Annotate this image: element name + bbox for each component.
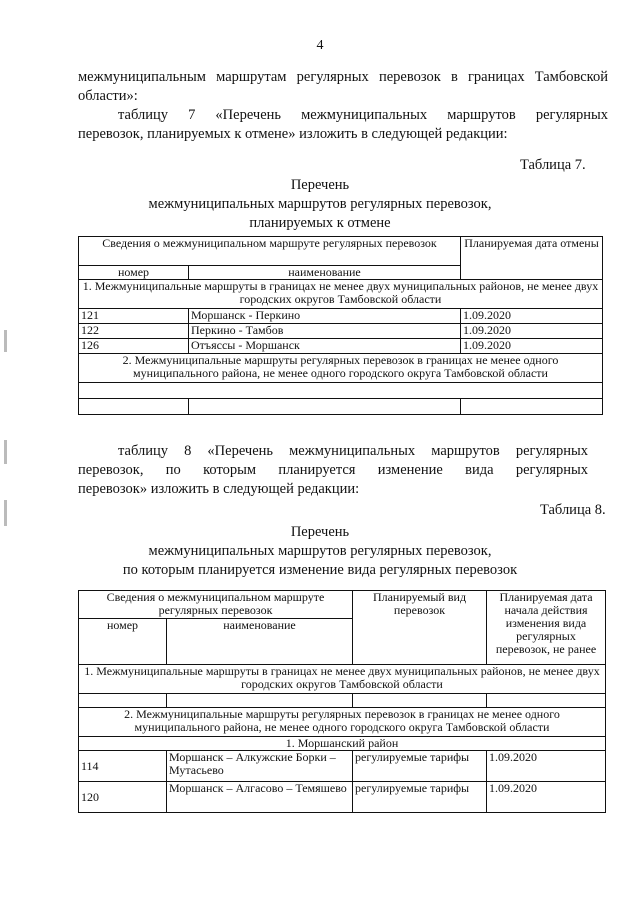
column-header-name: наименование	[189, 266, 461, 280]
paragraph-line: перевозок, планируемых к отмене» изложить в следующей редакции:	[78, 126, 508, 142]
route-number: 126	[79, 339, 189, 354]
table-header-info: Сведения о межмуниципальном маршруте регулярных перевозок	[79, 237, 461, 266]
table-title: Перечень	[290, 177, 350, 193]
route-date: 1.09.2020	[461, 309, 603, 324]
empty-cell	[79, 694, 167, 708]
paragraph-line: таблицу 8 «Перечень межмуниципальных маршрутов регулярных	[118, 443, 588, 459]
route-number: 122	[79, 324, 189, 339]
table-title: планируемых к отмене	[249, 215, 391, 231]
page-number: 4	[316, 38, 324, 53]
route-date: 1.09.2020	[487, 782, 606, 813]
empty-cell	[353, 694, 487, 708]
route-number: 114	[79, 751, 167, 782]
table-7	[78, 236, 603, 415]
column-header-number: номер	[79, 619, 167, 665]
route-name: Отъяссы - Моршанск	[189, 339, 461, 354]
route-date: 1.09.2020	[461, 324, 603, 339]
table-header-type: Планируемый вид перевозок	[353, 591, 487, 665]
empty-cell	[79, 399, 189, 415]
column-header-name: наименование	[167, 619, 353, 665]
paragraph-line: перевозок» изложить в следующей редакции:	[78, 481, 360, 497]
table-header-date: Планируемая дата отмены	[461, 237, 603, 280]
scan-margin-mark	[4, 440, 7, 464]
section-row: 2. Межмуниципальные маршруты регулярных перевозок в границах не менее одного муниципального района, не менее одного городского округа Тамбовской области	[79, 354, 603, 383]
section-row: 2. Межмуниципальные маршруты регулярных перевозок в границах не менее одного муниципального района, не менее одного городского округа Тамбовской области	[79, 708, 606, 737]
route-type: регулируемые тарифы	[353, 751, 487, 782]
empty-row	[79, 399, 603, 415]
route-name: Моршанск – Алкужские Борки – Мутасьево	[167, 751, 353, 782]
subsection-row: 1. Моршанский район	[79, 737, 606, 751]
table-row	[79, 751, 606, 782]
route-number: 121	[79, 309, 189, 324]
table-8	[78, 590, 606, 813]
scan-margin-mark	[4, 330, 7, 352]
column-header-number: номер	[79, 266, 189, 280]
route-number: 120	[79, 782, 167, 813]
empty-cell	[79, 383, 603, 399]
paragraph-line: таблицу 7 «Перечень межмуниципальных маршрутов регулярных	[118, 107, 608, 123]
table-row	[79, 324, 603, 339]
empty-cell	[461, 399, 603, 415]
table-row	[79, 309, 603, 324]
route-name: Моршанск - Перкино	[189, 309, 461, 324]
empty-cell	[189, 399, 461, 415]
section-row: 1. Межмуниципальные маршруты в границах не менее двух муниципальных районов, не менее двух городских округов Тамбовской области	[79, 280, 603, 309]
table-row	[79, 782, 606, 813]
table-header-date: Планируемая дата начала действия изменения вида регулярных перевозок, не ранее	[487, 591, 606, 665]
empty-cell	[167, 694, 353, 708]
route-date: 1.09.2020	[487, 751, 606, 782]
table-header-info: Сведения о межмуниципальном маршруте регулярных перевозок	[79, 591, 353, 619]
scan-margin-mark	[4, 500, 7, 526]
route-name: Моршанск – Алгасово – Темяшево	[167, 782, 353, 813]
paragraph-line: перевозок, по которым планируется изменение вида регулярных	[78, 462, 588, 478]
table-row	[79, 339, 603, 354]
route-type: регулируемые тарифы	[353, 782, 487, 813]
table-title: по которым планируется изменение вида регулярных перевозок	[122, 562, 518, 578]
paragraph-line: межмуниципальным маршрутам регулярных перевозок в границах Тамбовской	[78, 69, 608, 85]
table-label: Таблица 8.	[540, 502, 606, 518]
empty-row	[79, 383, 603, 399]
empty-row	[79, 694, 606, 708]
table-label: Таблица 7.	[520, 157, 586, 173]
paragraph-line: области»:	[78, 88, 138, 104]
section-row: 1. Межмуниципальные маршруты в границах не менее двух муниципальных районов, не менее двух городских округов Тамбовской области	[79, 665, 606, 694]
table-title: Перечень	[290, 524, 350, 540]
empty-cell	[487, 694, 606, 708]
table-title: межмуниципальных маршрутов регулярных перевозок,	[148, 543, 492, 559]
table-title: межмуниципальных маршрутов регулярных перевозок,	[148, 196, 492, 212]
route-name: Перкино - Тамбов	[189, 324, 461, 339]
route-date: 1.09.2020	[461, 339, 603, 354]
